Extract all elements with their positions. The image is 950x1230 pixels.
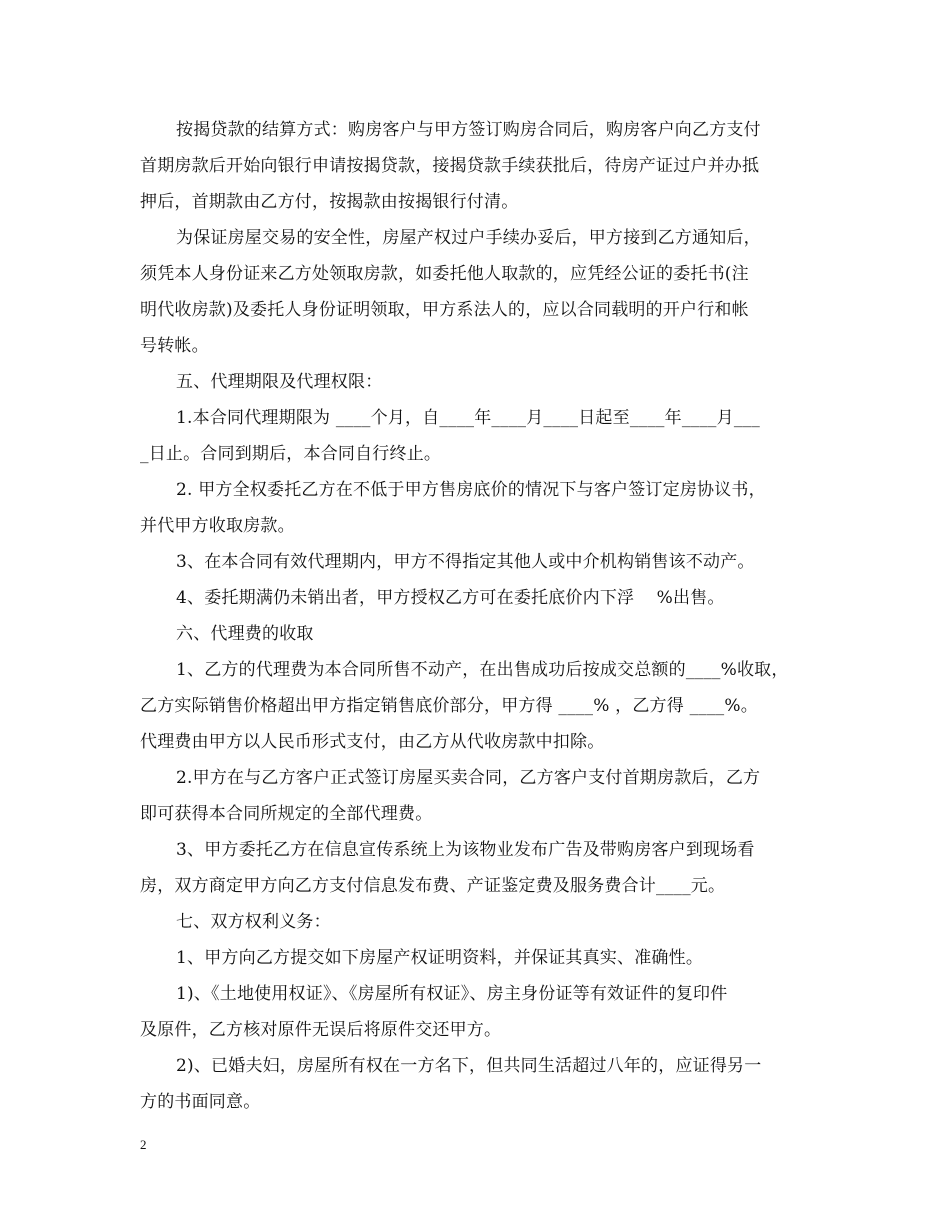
section-heading: 六、代理费的收取 bbox=[176, 624, 314, 644]
page-number: 2 bbox=[140, 1137, 147, 1152]
paragraph-line: _日止。合同到期后，本合同自行终止。 bbox=[140, 444, 442, 464]
paragraph-line: 首期房款后开始向银行申请按揭贷款，接揭贷款手续获批后，待房产证过户并办抵 bbox=[140, 156, 760, 176]
paragraph-line: 号转帐。 bbox=[140, 336, 209, 356]
paragraph-line: 及原件，乙方核对原件无误后将原件交还甲方。 bbox=[140, 1020, 502, 1040]
paragraph-line: 1.本合同代理期限为 ____个月，自____年____月____日起至____年____月___ bbox=[176, 408, 760, 428]
paragraph-line: 1、甲方向乙方提交如下房屋产权证明资料，并保证其真实、准确性。 bbox=[176, 948, 704, 968]
section-heading: 五、代理期限及代理权限： bbox=[176, 372, 383, 392]
paragraph-line: 3、在本合同有效代理期内，甲方不得指定其他人或中介机构销售该不动产。 bbox=[176, 552, 755, 572]
paragraph-line: 2. 甲方全权委托乙方在不低于甲方售房底价的情况下与客户签订定房协议书， bbox=[176, 480, 766, 500]
paragraph-line: 押后，首期款由乙方付，按揭款由按揭银行付清。 bbox=[140, 192, 519, 212]
paragraph-line: 按揭贷款的结算方式：购房客户与甲方签订购房合同后，购房客户向乙方支付 bbox=[176, 120, 761, 140]
paragraph-line: 3、甲方委托乙方在信息宣传系统上为该物业发布广告及带购房客户到现场看 bbox=[176, 840, 755, 860]
paragraph-line: 须凭本人身份证来乙方处领取房款，如委托他人取款的，应凭经公证的委托书(注 bbox=[140, 264, 749, 284]
paragraph-line: 乙方实际销售价格超出甲方指定销售底价部分，甲方得 ____% ，乙方得 ____%。 bbox=[140, 696, 758, 716]
paragraph-line: 方的书面同意。 bbox=[140, 1092, 261, 1112]
paragraph-line: 2)、已婚夫妇，房屋所有权在一方名下，但共同生活超过八年的，应证得另一 bbox=[176, 1056, 762, 1076]
paragraph-line: 房，双方商定甲方向乙方支付信息发布费、产证鉴定费及服务费合计____元。 bbox=[140, 876, 726, 896]
paragraph-line: 为保证房屋交易的安全性，房屋产权过户手续办妥后，甲方接到乙方通知后， bbox=[176, 228, 761, 248]
paragraph-line: 2.甲方在与乙方客户正式签订房屋买卖合同，乙方客户支付首期房款后，乙方 bbox=[176, 768, 761, 788]
paragraph-line: 即可获得本合同所规定的全部代理费。 bbox=[140, 804, 433, 824]
paragraph-line: 4、委托期满仍未销出者，甲方授权乙方可在委托底价内下浮 %出售。 bbox=[176, 588, 725, 608]
section-heading: 七、双方权利义务： bbox=[176, 912, 331, 932]
paragraph-line: 并代甲方收取房款。 bbox=[140, 516, 295, 536]
paragraph-line: 1)、《土地使用权证》、《房屋所有权证》、房主身份证等有效证件的复印件 bbox=[176, 984, 728, 1004]
paragraph-line: 1、乙方的代理费为本合同所售不动产，在出售成功后按成交总额的____%收取， bbox=[176, 660, 789, 680]
paragraph-line: 明代收房款)及委托人身份证明领取，甲方系法人的，应以合同载明的开户行和帐 bbox=[140, 300, 749, 320]
paragraph-line: 代理费由甲方以人民币形式支付，由乙方从代收房款中扣除。 bbox=[140, 732, 605, 752]
